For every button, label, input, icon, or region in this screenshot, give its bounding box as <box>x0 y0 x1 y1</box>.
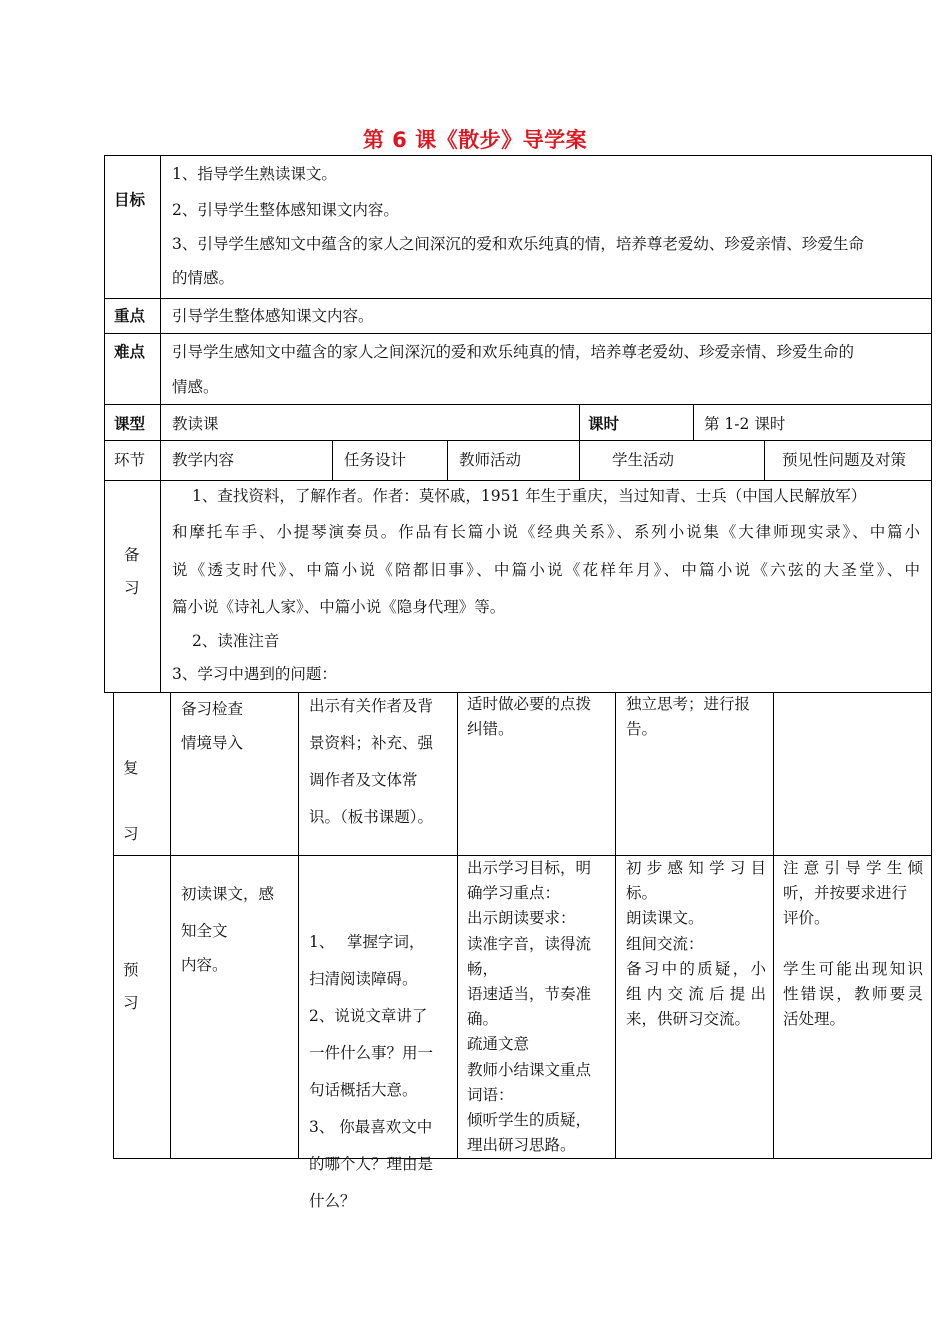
goal-item: 1、指导学生熟读课文。 <box>172 165 337 183</box>
header-student: 学生活动 <box>612 451 675 469</box>
goals-label: 目标 <box>114 191 146 209</box>
review-teacher: 纠错。 <box>467 720 514 738</box>
review-student: 告。 <box>626 720 658 738</box>
lesson-hours-label: 课时 <box>588 415 620 433</box>
header-issues: 预见性问题及对策 <box>782 451 907 469</box>
goal-item: 的情感。 <box>172 269 235 287</box>
prep-label: 备 <box>124 546 140 564</box>
goal-item: 2、引导学生整体感知课文内容。 <box>172 201 399 219</box>
goal-item: 3、引导学生感知文中蕴含的家人之间深沉的爱和欢乐纯真的情，培养尊老爱幼、珍爱亲情、珍爱生命 <box>172 235 864 253</box>
preview-label: 预 <box>123 961 139 979</box>
preview-content: 初读课文，感 <box>181 885 275 903</box>
difficulty-text: 情感。 <box>172 378 219 396</box>
prep-line: 1、查找资料，了解作者。作者：莫怀戚，1951 年生于重庆，当过知青、士兵（中国人民解放军） <box>192 487 867 505</box>
header-teacher: 教师活动 <box>459 451 522 469</box>
preview-issues: 注意引导学生倾 听，并按要求进行 评价。 学生可能出现知识 性错误，教师要灵 活处理。 <box>783 859 923 1029</box>
header-content: 教学内容 <box>172 451 235 469</box>
prep-line: 2、读准注音 <box>192 632 280 650</box>
header-task: 任务设计 <box>344 451 407 469</box>
prep-label: 习 <box>124 579 140 597</box>
review-student: 独立思考；进行报 <box>626 695 751 713</box>
header-stage: 环节 <box>114 451 146 469</box>
review-content: 备习检查 <box>181 700 244 718</box>
focus-text: 引导学生整体感知课文内容。 <box>172 307 374 325</box>
preview-student: 初步感知学习目 标。 朗读课文。 组间交流： 备习中的质疑，小 组内交流后提出 来，供研习交流。 <box>626 859 766 1029</box>
review-label: 复 <box>123 759 139 777</box>
prep-line: 和摩托车手、小提琴演奏员。作品有长篇小说《经典关系》、系列小说集《大律师现实录》、中篇小 <box>172 523 920 541</box>
preview-label: 习 <box>123 994 139 1012</box>
page-title: 第 6 课《散步》导学案 <box>362 128 588 152</box>
review-teacher: 适时做必要的点拨 <box>467 695 592 713</box>
review-content: 情境导入 <box>181 734 244 752</box>
preview-teacher: 出示学习目标，明 确学习重点： 出示朗读要求： 读准字音，读得流 畅， 语速适当，节奏准 确。 疏通文意 教师小结课文重点 词语： 倾听学生的质疑， 理出研习思路。 <box>467 859 592 1155</box>
focus-label: 重点 <box>114 307 146 325</box>
review-label: 习 <box>123 825 139 843</box>
difficulty-text: 引导学生感知文中蕴含的家人之间深沉的爱和欢乐纯真的情，培养尊老爱幼、珍爱亲情、珍爱生命的 <box>172 343 855 361</box>
prep-line: 3、学习中遇到的问题： <box>172 665 337 683</box>
review-task: 出示有关作者及背 景资料；补充、强 调作者及文体常 识。（板书课题）。 <box>309 697 434 826</box>
difficulty-label: 难点 <box>114 343 146 361</box>
preview-content: 知全文 <box>181 922 228 940</box>
preview-task: 1、 掌握字词， 扫清阅读障碍。 2、说说文章讲了 一件什么事？用一 句话概括大意。 3、 你最喜欢文中 的哪个人？理由是 什么？ <box>309 933 434 1210</box>
lesson-type-label: 课型 <box>114 415 146 433</box>
lesson-type-value: 教读课 <box>172 415 219 433</box>
preview-content: 内容。 <box>181 956 228 974</box>
prep-line: 说《透支时代》、中篇小说《陪都旧事》、中篇小说《花样年月》、中篇小说《六弦的大圣堂》、中 <box>172 561 920 579</box>
lesson-hours-value: 第 1-2 课时 <box>704 415 786 433</box>
prep-line: 篇小说《诗礼人家》、中篇小说《隐身代理》等。 <box>172 598 506 616</box>
